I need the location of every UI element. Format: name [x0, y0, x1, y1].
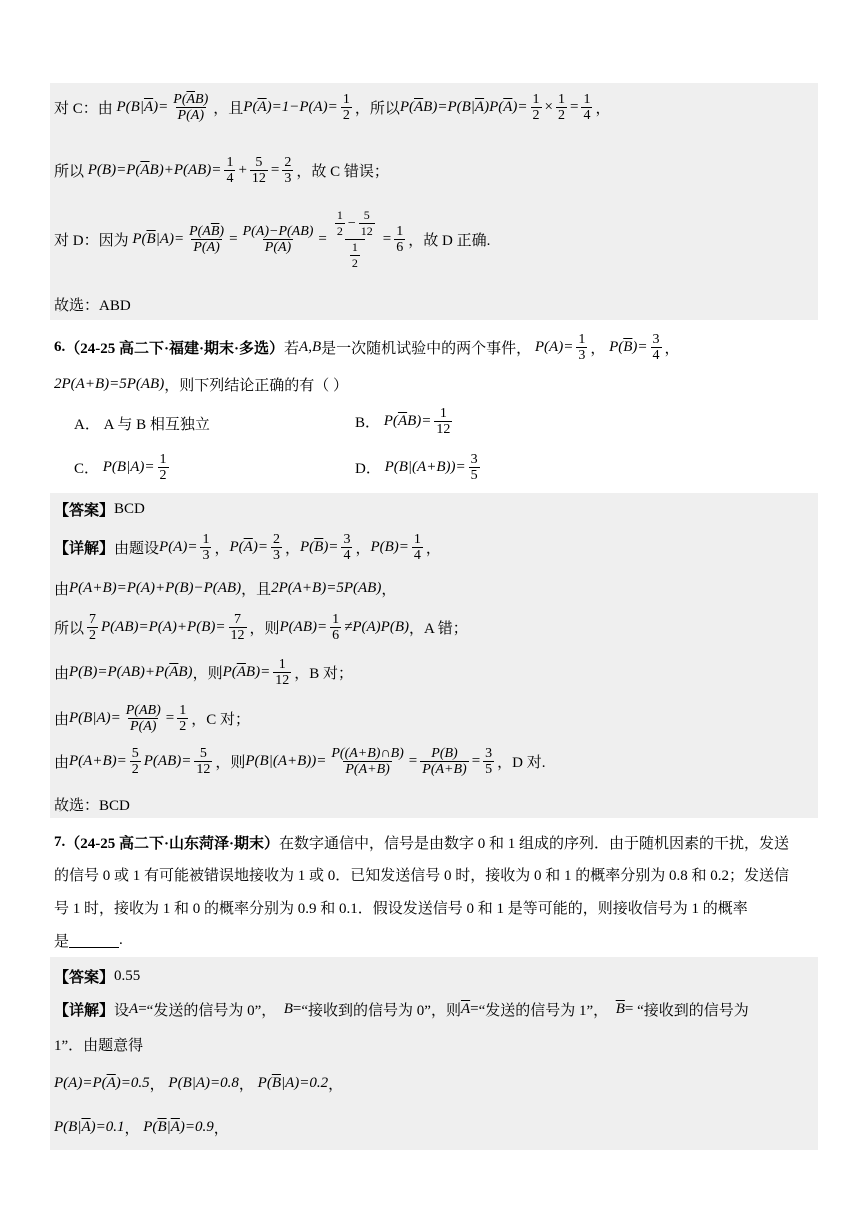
q7-detail-2: 1”．由题意得	[54, 1038, 144, 1054]
sol5-choose: 故选：ABD	[54, 298, 131, 314]
q6-detail-6: 由 P(A+B)= $\frac{5}{2}$ P(AB)= $\frac{5}{12}$ ，则 P(B|(A+B))= $\frac{P((A+B)\cap B)}{P(A+B)}$ = $\frac{P(B)}{P(A+B)}$ = $\frac{3}{5}$ ，D 对.	[54, 746, 546, 777]
q6-stem-line1: 6. （24-25 高二下·福建·期末·多选） 若 A,B 是一次随机试验中的两个事件， P(A)= $\frac{1}{3}$ ， P( $\overline{B}$ )= $\frac{3}{4}$ ，	[54, 332, 680, 363]
q6-detail-1: 【详解】 由题设 P(A)= $\frac{1}{3}$ ， P( $\overline{A}$ )= $\frac{2}{3}$ ， P( $\overline{B}$ )= $\frac{3}{4}$ ， P(B)= $\frac{1}{4}$ ，	[54, 532, 441, 563]
sol5-line-d: 对 D：因为 P( $\overline{B}$ |A)= $\frac{P(A\overline{B})}{P(A)}$ = $\frac{P(A)-P(AB)}{P(A)}$ = $\frac{1}{2}$ − $\frac{5}{12}$ $\frac{1}{2}$ = $\frac{1}{6}$ ，故 D 正确.	[54, 208, 491, 270]
q7-stem-line2: 的信号 0 或 1 有可能被错误地接收为 1 或 0．已知发送信号 0 时，接收为 0 和 1 的概率分别为 0.8 和 0.2；发送信	[54, 868, 790, 884]
q6-option-a: A． A 与 B 相互独立	[74, 417, 210, 433]
q7-detail-1: 【详解】 设 A = “发送的信号为 0”， B = “接收到的信号为 0”，则 $\overline{A}$ = “发送的信号为 1”， $\overline{B}$ = “接收到的信号为	[54, 1001, 749, 1019]
q6-detail-2: 由 P(A+B)=P(A)+P(B)−P(AB) ，且 2P(A+B)=5P(AB) ，	[54, 580, 397, 598]
q6-option-d: D． P(B|(A+B))= $\frac{3}{5}$	[355, 452, 478, 483]
q6-detail-4: 由 P(B)=P(AB)+P( $\overline{A}$ B) ，则 P( $\overline{A}$ B)= $\frac{1}{12}$ ，B 对；	[54, 657, 353, 688]
sol5-line-c2: 所以 P(B)=P( $\overline{A}$ B)+P(AB)= $\frac{1}{4}$ + $\frac{5}{12}$ = $\frac{2}{3}$ ，故 C 错误；	[54, 155, 389, 186]
q6-answer: 【答案】 BCD	[54, 501, 145, 519]
q7-stem-line1: 7. （24-25 高二下·山东菏泽·期末） 在数字通信中，信号是由数字 0 和 1 组成的序列．由于随机因素的干扰，发送	[54, 834, 790, 852]
q6-detail-3: 所以 $\frac{7}{2}$ P(AB)=P(A)+P(B)= $\frac{7}{12}$ ，则 P(AB)= $\frac{1}{6}$ ≠P(A)P(B) ，A 错；	[54, 612, 468, 643]
q7-answer: 【答案】 0.55	[54, 968, 141, 986]
q6-option-b: B． $P(\overline{A}B)=$ $\frac{1}{12}$	[355, 406, 451, 437]
sol5-line-c1: 对 C：由 P(B| $\overline{A}$ )= $\frac{P(\overline{A}B)}{P(\overline{A})}$ ，且 P( $\overline{A}$ )=1−P(A)= $\frac{1}{2}$ ，所以 P( $\overline{A}$ B)=P(B| $\overline{A}$ )P( $\overline{A}$ )= $\frac{1}{2}$ × $\frac{1}{2}$ = $\frac{1}{4}$ ，	[54, 92, 611, 123]
q6-choose: 故选：BCD	[54, 798, 130, 814]
answer-blank	[69, 933, 119, 948]
q6-detail-5: 由 P(B|A)= $\frac{P(AB)}{P(A)}$ = $\frac{1}{2}$ ，C 对；	[54, 703, 250, 734]
q7-stem-line4: 是 .	[54, 932, 123, 950]
q7-detail-3: P(A)=P( $\overline{A}$ )=0.5 ， P(B|A)=0.8 ， P( $\overline{B}$ |A)=0.2 ，	[54, 1075, 344, 1093]
q7-stem-line3: 号 1 时，接收为 1 和 0 的概率分别为 0.9 和 0.1．假设发送信号 0 和 1 是等可能的，则接收信号为 1 的概率	[54, 901, 748, 917]
q6-stem-line2: 2P(A+B)=5P(AB) ，则下列结论正确的有（ ）	[54, 376, 348, 394]
q6-option-c: C． P(B|A)= $\frac{1}{2}$	[74, 452, 167, 483]
q7-detail-4: P(B| $\overline{A}$ )=0.1 ， P( $\overline{B}$ | $\overline{A}$ )=0.9 ，	[54, 1119, 229, 1137]
